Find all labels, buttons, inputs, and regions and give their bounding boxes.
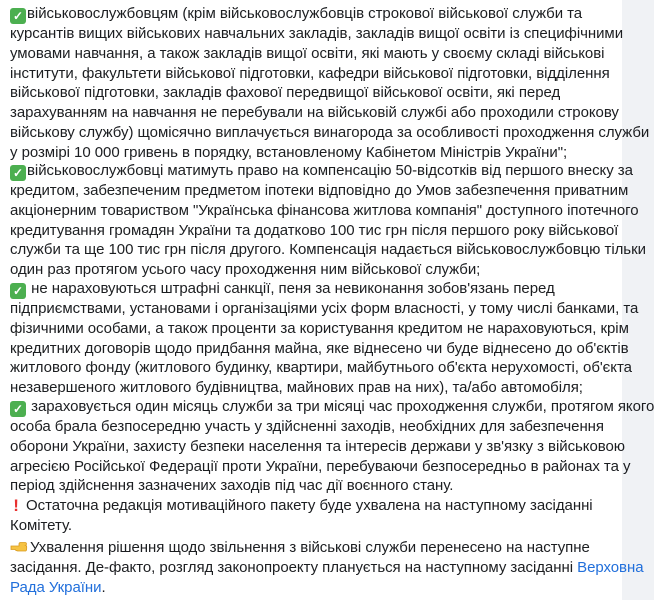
text-line: засідання. Де-факто, розгляд законопроекту планується на наступному засіданні Верховна <box>10 558 644 576</box>
text-line: ! Остаточна редакція мотиваційного пакету буде ухвалена на наступному засіданні <box>10 496 610 516</box>
paragraph-penalties <box>10 279 639 398</box>
check-mark-button-icon: ✓ <box>10 401 26 417</box>
text-line: зарахуванням на навчання не перебували на військовій службі або проходили строкову <box>10 104 619 122</box>
text-line: у розмірі 10 000 гривень в порядку, встановленому Кабінетом Міністрів України"; <box>10 143 568 161</box>
text-line: один раз протягом усього часу проходження ним військової служби; <box>10 261 481 279</box>
text-line: житлового фонду (житлового будинку, квартири, майбутнього об'єкта нерухомості, об'єкта <box>10 359 632 377</box>
paragraph-final-edition <box>10 496 610 536</box>
verkhovna-rada-link-continued[interactable]: Рада України <box>10 578 102 596</box>
text-line: оборони України, захисту безпеки населення та інтересів держави у зв'язку з військовою <box>10 437 626 455</box>
text-line: агресією Російської Федерації проти України, перебуваючи безпосередньо в районах та у <box>10 457 631 475</box>
text-line: фізичними особами, а також проценти за користування кредитом не нараховуються, крім <box>10 319 629 337</box>
text-line: ✓ зараховується один місяць служби за три місяці час проходження служби, протягом якого <box>10 397 610 417</box>
text-line: особа брала безпосередню участь у здійсненні заходів, необхідних для забезпечення <box>10 418 604 435</box>
paragraph-dismissal-decision <box>10 538 644 597</box>
red-exclamation-icon: ! <box>13 496 19 515</box>
text-line: військової підготовки, закладів фахової передвищої військової освіти, які перед <box>10 84 561 102</box>
text-line: умовами навчання, а також закладів вищої освіти, які мають у своєму складі військові <box>10 44 605 62</box>
text-line: ✓ військовослужбовцям (крім військовослужбовців строкової військової служби та <box>10 4 610 24</box>
backhand-index-pointing-right-icon <box>10 539 28 555</box>
check-mark-button-icon: ✓ <box>10 165 26 181</box>
text-line: незавершеного житлового будівництва, майнових прав на них), та/або автомобіля; <box>10 379 583 397</box>
text-line: кредитування громадян України та додатково 100 тис грн після першого року військової <box>10 221 619 239</box>
text-line: ✓ військовослужбовці матимуть право на компенсацію 50-відсотків від першого внеску за <box>10 161 610 181</box>
text-line: інститути, факультети військової підготовки, кафедри військової підготовки, відділення <box>10 64 610 82</box>
check-mark-button-icon: ✓ <box>10 8 26 24</box>
text-line: акціонерним товариством "Українська фінансова житлова компанія" доступного іпотечного <box>10 201 639 219</box>
text-line: кредитних договорів щодо придбання майна, яке віднесено чи буде віднесено до об'єктів <box>10 339 629 357</box>
text-line: курсантів вищих військових навчальних закладів, закладів вищої освіти із специфічними <box>10 25 624 42</box>
text-line: підприємствами, установами і організаціями усіх форм власності, у тому числі банками, та <box>10 300 639 317</box>
text-line: ✓ не нараховуються штрафні санкції, пеня за невиконання зобов'язань перед <box>10 279 610 299</box>
text-line: Комітету. <box>10 516 73 534</box>
text-line: кредитом, забезпеченим предметом іпотеки відповідно до Умов забезпечення приватним <box>10 182 629 199</box>
text-line: служби та ще 100 тис грн після другого. Компенсація надається військовослужбовцю тільки <box>10 241 646 259</box>
text-line: військову службу) щомісячно виплачується винагорода за особливості проходження служби <box>10 123 650 141</box>
check-mark-button-icon: ✓ <box>10 283 26 299</box>
text-line: Ухвалення рішення щодо звільнення з військові служби перенесено на наступне <box>10 538 610 558</box>
verkhovna-rada-link[interactable]: Верховна <box>577 558 644 576</box>
text-line: період здійснення зазначених заходів під час дії воєнного стану. <box>10 477 454 495</box>
paragraph-service-credit <box>10 397 654 496</box>
paragraph-mortgage-compensation <box>10 161 646 280</box>
paragraph-military-reward <box>10 4 650 163</box>
text-line: Рада України. <box>10 578 106 596</box>
